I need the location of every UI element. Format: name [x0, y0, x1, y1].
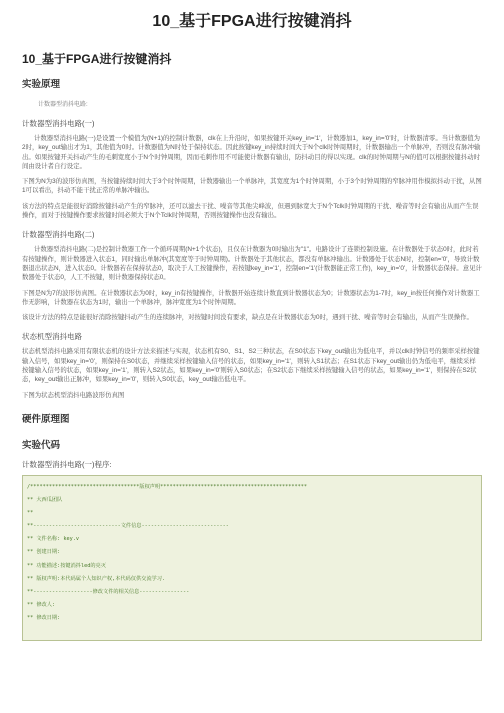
section-title-hardware: 硬件原理图	[22, 413, 70, 425]
code-line: ** 文件名称: key.v	[27, 536, 79, 543]
paragraph: 状态机型消抖电路采用有限状态机的设计方法来描述与实现，状态机有S0、S1、S2三种状态，在S0状态下key_out输出为低电平，并以clk时钟信号的频率采样按键输入信号，如果key_in='0'，则保持在S0状态，并继续采样按键输入信号的状态，如果key_in='1'，则转入S1状态；在S1状态下key_out输出仍为低电平，继续采样按键输入信号的状态，如果key_in='1'，则转入S2状态，如果key_in='0'则转入S0状态；在S2状态下继续采样按键输入信号的状态，如果key_in='1'，则保持在S2状态，key_out输出正脉冲，如果key_in='0'，则转入S0状态，key_out输出低电平。	[22, 348, 480, 384]
paragraph: 计数器型消抖电路(二)是控制计数器工作一个循环周期(N+1个状态)，且仅在计数器为0时输出为"1"。电路设计了连锁控制设施。在计数器处于状态0时，此时若有按键操作，则计数器进入状态1，同时输出单脉冲(其宽度等于时钟周期)。计数器处于其他状态，都没有单脉冲输出。计数器处于状态N时，控制en='0'，导致计数器退出状态N，进入状态0。计数器若在保持状态0，取决于人工按键操作，若按键key_in='1'，控制en='1'(计数器能正常工作)，key_in='0'，计数器状态保持。意见计数器处于状态0，人工不按键，则计数器保持状态0。	[22, 246, 482, 282]
subsection-state-machine: 状态机型消抖电路	[22, 332, 82, 342]
article-heading: 10_基于FPGA进行按键消抖	[22, 52, 172, 66]
code-line: ** 版权声明:本代码属个人知识产权,本代码仅供交流学习.	[27, 575, 166, 582]
code-line: ** 修改日期:	[27, 614, 61, 621]
paragraph: 下图是N为7的波形仿真图。在计数器状态为0时，key_in有按键操作，计数器开始连续计数直到计数器状态为0；计数器状态为1-7时，key_in按任何操作对计数器工作无影响，计数器在状态为1时，输出一个单脉冲，脉冲宽度为1个时钟周期。	[22, 289, 480, 306]
code-line: ** 功能描述:按键消抖led的亮灭	[27, 562, 106, 569]
section-title-code: 实验代码	[22, 439, 61, 451]
code-line: **	[27, 510, 34, 517]
subsection-counter-one: 计数器型消抖电路(一)	[22, 119, 95, 128]
subsection-counter-two: 计数器型消抖电路(二)	[22, 230, 95, 240]
caption-counter-circuit: 计数器型消抖电路:	[38, 102, 88, 108]
subsection-code-one: 计数器型消抖电路(一)程序:	[22, 459, 112, 469]
section-title-principle: 实验原理	[22, 79, 61, 90]
paragraph: 下图为状态机型消抖电路波形仿真图	[22, 391, 125, 399]
paragraph: 下图为N为3的波形仿真图，当按键持续时间大于3个时钟周期，计数器输出一个单脉冲，其宽度为1个时钟周期，小于3个时钟周期的窄脉冲用作模拟抖动干扰，从图1可以看出，抖动不能干扰正常的单脉冲输出。	[22, 178, 482, 195]
code-block	[22, 475, 482, 641]
code-line: **----------------------------文件信息----------------------------	[27, 523, 229, 530]
code-line: ** 创建日期:	[27, 549, 61, 556]
code-line: **-------------------修改文件的相关信息----------------	[27, 588, 190, 595]
code-line: /***********************************版权声明***********************************************	[27, 483, 307, 490]
code-line: ** 修改人:	[27, 601, 56, 608]
paragraph: 该设计方法的特点是能很好消除按键抖动产生的连续脉冲，对按键时间没有要求，缺点是在计数器状态为0时，遇到干扰、噪音等时会有输出，从而产生误操作。	[22, 314, 473, 322]
page-title: 10_基于FPGA进行按键消抖	[152, 13, 352, 30]
paragraph: 计数器型消抖电路(一)是设置一个模值为(N+1)的控制计数器，clk在上升沿时，如果按键开关key_in='1'，计数器加1，key_in='0'时，计数器清零。当计数器值为2时，key_out输出才为1，其他值为0时。计数器值为N时处于保持状态。因此按键key_in持续时间大于N个clk时钟周期时，计数器输出一个单脉冲，否则没有脉冲输出。如果按键开关抖动产生的毛刺宽度小于N个时钟周期，因而毛刺作用不可能使计数器有输出，防抖动目的得以实现。clk的时钟周期与N的值可以根据按键抖动时间由设计者自行设定。	[22, 135, 481, 170]
code-line: ** 大西瓜团队	[27, 497, 63, 504]
paragraph: 该方法的特点是能很好消除按键抖动产生的窄脉冲，还可以滤去干扰、噪音等其他尖峰波，但遇到脉宽大于N个Tclk时钟周期的干扰、噪音等时会有输出从而产生误操作，而对于按键操作要求按键时间必须大于N个Tclk时钟周期，否则按键操作也没有输出。	[22, 202, 479, 220]
